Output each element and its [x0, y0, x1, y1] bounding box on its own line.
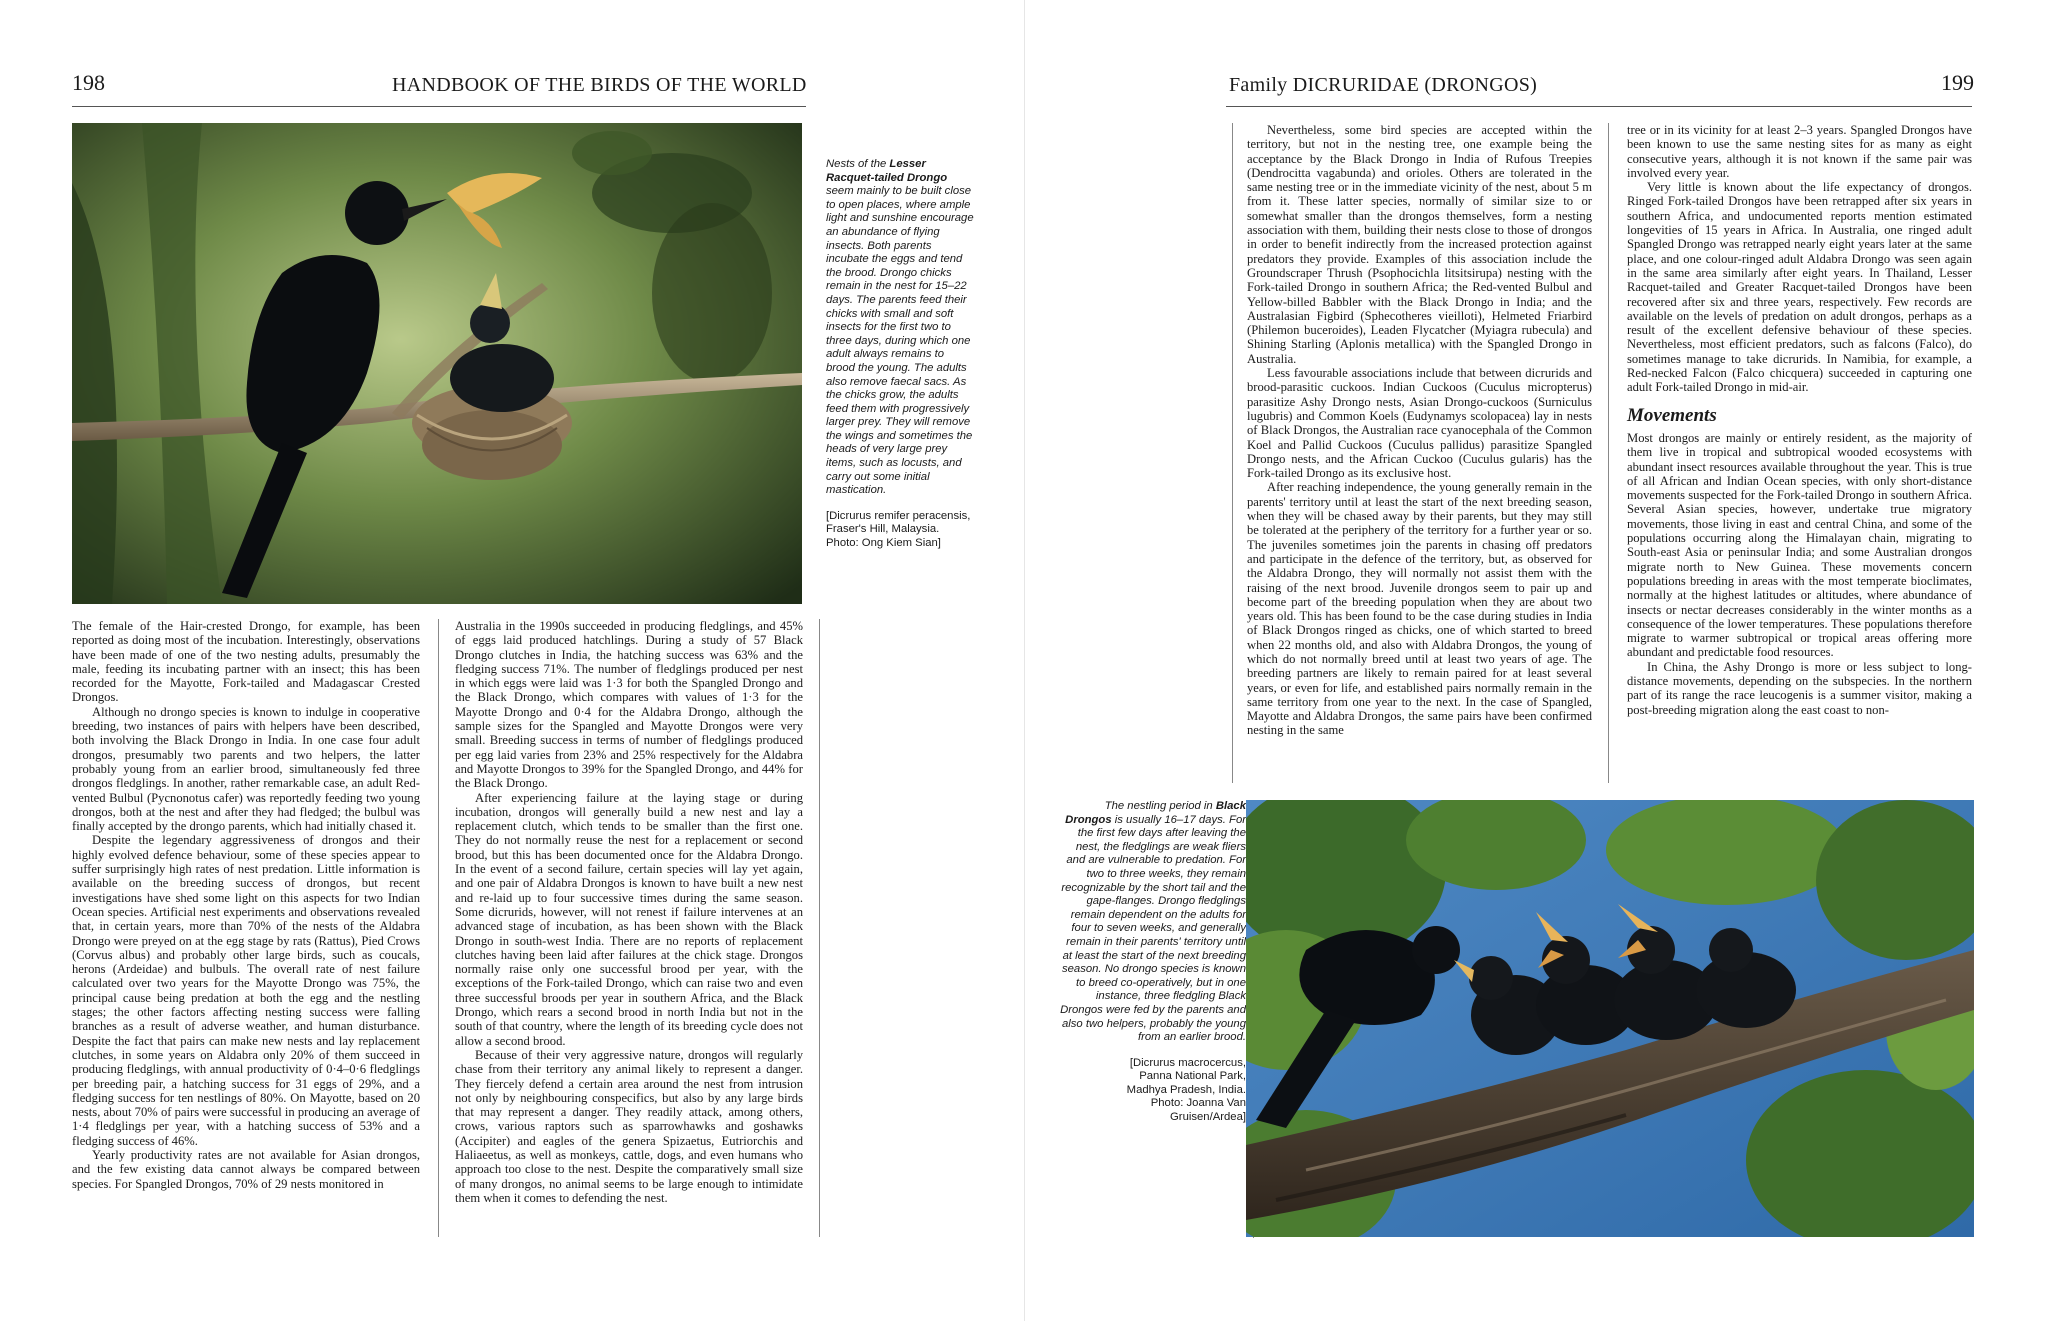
paragraph: Although no drongo species is known to indulge in cooperative breeding, two instances of pairs with helpers have been described, both involving the Black Drongo in India. In one case four adult drongos, presumably two parents and two helpers, the latter probably young from an earlier brood, simultaneously fed three drongos fledglings. In another, rather remarkable case, an adult Red-vented Bulbul (Pycnonotus cafer) was reportedly feeding two young drongos, both at the nest and after they had fledged; the bulbul was finally accepted by the drongo parents, which had initially chased it. — [72, 704, 420, 834]
caption-species: Lesser Racquet-tailed Drongo — [826, 158, 948, 184]
paragraph: Because of their very aggressive nature, drongos will regularly chase from their territory any animal likely to represent a danger. They fiercely defend a certain area around the nest from intrusion not only by neighbouring conspecifics, but also by any large birds that may represent a danger. They readily attack, among others, crows, various raptors such as sparrowhawks and goshawks (Accipiter) and eagles of the genera Spizaetus, Eutriorchis and Haliaeetus, as well as monkeys, cattle, dogs, and even humans who approach too close to the nest. Despite the comparatively small size of many drongos, no animal seems to be large enough to intimidate them when it comes to defending the nest. — [455, 1047, 803, 1205]
caption-text: The nestling period in Black Drongos is usually 16–17 days. For the first few days after leaving the nest, the fledglings are weak fliers and are vulnerable to predation. For two to three weeks, they remain recognizable by the short tail and the gape-flanges. Drongo fledglings remain dependent on the adults for four to seven weeks, and generally remain in their parents' territory until at least the start of the next breeding season. No drongo species is known to breed co-operatively, but in one instance, three fledgling Black Drongos were fed by the parents and also two helpers, probably the young from an earlier brood. — [1060, 800, 1246, 1044]
photo-credit: [Dicrurus macrocercus, Panna National Park, Madhya Pradesh, India. Photo: Joanna Van Gruisen/Ardea] — [1126, 1056, 1246, 1124]
column-rule — [438, 619, 439, 1237]
paragraph: Yearly productivity rates are not available for Asian drongos, and the few existing data cannot always be compared between species. For Spangled Drongos, 70% of 29 nests monitored in — [72, 1147, 420, 1191]
section-heading: Movements — [1627, 404, 1717, 426]
body-column-2 — [1627, 123, 1972, 717]
column-rule — [819, 619, 820, 1237]
paragraph: After experiencing failure at the laying stage or during incubation, drongos will generally build a new nest and lay a replacement clutch, which tends to be smaller than the first one. They do not normally reuse the nest for a replacement or second brood, but this has been documented once for the Aldabra Drongo. In the event of a second failure, certain species will lay yet again, and one pair of Aldabra Drongos is known to have built a new nest and re-laid up to four successive times during the same season. Some dicrurids, however, will not renest if failure intervenes at an advanced stage of incubation, as has been shown with the Black Drongo in south-west India. There are no reports of replacement clutches having been laid after failures at the chick stage. Drongos normally raise only one successful brood per year, with the exceptions of the Fork-tailed Drongo, which can raise two and even three successful broods per year in southern Africa, and the Black Drongo, which rears a second brood in north India but not in the south of that country, where the length of its breeding cycle does not allow a second brood. — [455, 790, 803, 1048]
page-number: 199 — [1941, 70, 1974, 95]
paragraph: In China, the Ashy Drongo is more or less subject to long-distance movements, depending on the subspecies. In the northern part of its range the race leucogenis is a summer visitor, making a post-breeding migration along the east coast to non- — [1627, 659, 1972, 717]
photo-caption — [826, 158, 976, 551]
paragraph: The female of the Hair-crested Drongo, for example, has been reported as doing most of the incubation. Interestingly, observations have been made of one of the two nesting adults, presumably the male, feeding its incubating partner with an insect; this has been recorded for the Mayotte, Fork-tailed and Madagascar Crested Drongos. — [72, 619, 420, 705]
header-rule — [72, 106, 806, 107]
caption-text: Nests of the Lesser Racquet-tailed Drongo seem mainly to be built close to open places, where ample light and sunshine encourage an abundance of flying insects. Both parents incubate the eggs and tend the brood. Drongo chicks remain in the nest for 15–22 days. The parents feed their chicks with small and soft insects for the first two to three days, during which one adult always remains to brood the young. The adults also remove faecal sacs. As the chicks grow, the adults feed them with progressively larger prey. They will remove the wings and sometimes the heads of very large prey items, such as locusts, and carry out some initial mastication. — [826, 158, 974, 497]
running-head: HANDBOOK OF THE BIRDS OF THE WORLD — [392, 74, 807, 96]
page-number: 198 — [72, 70, 105, 95]
body-column-1 — [72, 619, 420, 1191]
paragraph: Nevertheless, some bird species are accepted within the territory, but not in the nesting tree, one example being the acceptance by the Black Drongo in India of Rufous Treepies (Dendrocitta vagabunda) and orioles. Others are tolerated in the same nesting tree or in the immediate vicinity of the nest, about 5 m from it. These latter species, normally of similar size to or somewhat smaller than the drongos themselves, form a nesting association with them, building their nests close to those of drongos in order to benefit indirectly from the increased protection against predators they provide. Examples of this association include the Groundscraper Thrush (Psophocichla litsitsirupa) nesting with the Fork-tailed Drongo in southern Africa; the Red-vented Bulbul and Yellow-billed Babbler with the Black Drongo in India; and the Australasian Figbird (Sphecotheres vieilloti), Helmeted Friarbird (Philemon buceroides), Leaden Flycatcher (Myiagra rubecula) and Shining Starling (Aplonis metallica) with the Spangled Drongo in Australia. — [1247, 123, 1592, 366]
black-drongo-fledglings-photo — [1246, 800, 1974, 1237]
caption-species: Black Drongos — [1065, 800, 1246, 826]
paragraph: tree or in its vicinity for at least 2–3 years. Spangled Drongos have been known to use the same nesting sites for as many as eight consecutive years, although it is not known if the same pair was involved every year. — [1627, 123, 1972, 180]
running-head: Family DICRURIDAE (DRONGOS) — [1229, 74, 1538, 96]
paragraph: Most drongos are mainly or entirely resident, as the majority of them live in tropical and subtropical wooded ecosystems with abundant insect resources available throughout the year. This is true of all African and Indian Ocean species, with only short-distance movements suspected for the Fork-tailed Drongo in southern Africa. Several Asian species, however, undertake true migratory movements, those living in east and central China, and some of the populations occurring along the Himalayan chain, migrating to South-east Asia or peninsular India; and some Australian drongos migrate north to New Guinea. These movements concern populations breeding in areas with the most temperate bioclimates, normally at the highest latitudes or altitudes, where abundance of insects or nectar decreases considerably in the winter months as a consequence of the lower temperatures. These populations therefore migrate to warmer subtropical or tropical areas offering more abundant and predictable food resources. — [1627, 430, 1972, 660]
body-column-2 — [455, 619, 803, 1205]
paragraph: Australia in the 1990s succeeded in producing fledglings, and 45% of eggs laid produced hatchlings. During a study of 57 Black Drongo clutches in India, the hatching success was 63% and the fledging success 71%. The number of fledglings produced per nest in which eggs were laid was 1·3 for both the Spangled Drongo and the Black Drongo, which compares with values of 1·3 for the Mayotte Drongo and 0·4 for the Aldabra Drongo, although the sample sizes for the Spangled and Mayotte Drongos were very small. Breeding success in terms of number of fledglings produced per egg laid varies from 23% and 25% respectively for the Aldabra and Mayotte Drongos to 39% for the Spangled Drongo, and 44% for the Black Drongo. — [455, 619, 803, 791]
paragraph: After reaching independence, the young generally remain in the parents' territory until at least the start of the next breeding season, when they will be chased away by their parents, but they may still be tolerated at the periphery of the territory for a further year or so. The juveniles sometimes join the parents in chasing off predators and participate in the defence of the territory, but, as observed for the Aldabra Drongo, they will normally not assist them with the raising of the next brood. Juvenile drongos seem to pair up and become part of the breeding population when they are about two years old. This has been found to be the case during studies in India of Black Drongos ringed as chicks, one of which started to breed when 22 months old, and also with Aldabra Drongos, the young of which do not normally breed until at least two years of age. The breeding partners are likely to remain paired for at least several years, or even for life, and established pairs normally remain in the same territory from one year to the next. In the case of Spangled, Mayotte and Aldabra Drongos, the same pairs have been confirmed nesting in the same — [1247, 480, 1592, 738]
drongo-feeding-chick-photo — [72, 123, 802, 604]
body-column-1 — [1247, 123, 1592, 738]
paragraph: Very little is known about the life expectancy of drongos. Ringed Fork-tailed Drongos have been retrapped after six years in southern Africa, and undocumented reports mention estimated longevities of 15 years in Africa. In Australia, one ringed adult Spangled Drongo was retrapped nearly eight years later at the same place, and one colour-ringed adult Aldabra Drongo was seen again in the same area similarly after eight years. In Thailand, Lesser Racquet-tailed and Greater Racquet-tailed Drongos have been recovered after six and three years, respectively. Few records are available on the levels of predation on adult drongos, perhaps as a result of the excellent defensive behaviour of these species. Nevertheless, most efficient predators, such as falcons (Falco), do sometimes manage to take dicrurids. In Namibia, for example, a Red-necked Falcon (Falco chicquera) succeeded in capturing one adult Fork-tailed Drongo in mid-air. — [1627, 180, 1972, 395]
right-page — [1024, 0, 2048, 1321]
photo-caption — [1060, 800, 1246, 1125]
photo-credit: [Dicrurus remifer peracensis, Fraser's Hill, Malaysia. Photo: Ong Kiem Sian] — [826, 509, 971, 550]
column-rule — [1608, 123, 1609, 783]
header-rule — [1226, 106, 1972, 107]
column-rule — [1232, 123, 1233, 783]
paragraph: Less favourable associations include that between dicrurids and brood-parasitic cuckoos. Indian Cuckoos (Cuculus micropterus) parasitize Ashy Drongo nests, Asian Drongo-cuckoos (Surniculus lugubris) and Common Koels (Eudynamys scolopacea) lay in nests of Black Drongos, the Australian race cyanocephala of the Common Koel and Pallid Cuckoos (Cuculus pallidus) parasitize Spangled Drongo nests, and the African Cuckoo (Cuculus gularis) has the Fork-tailed Drongo as its exclusive host. — [1247, 366, 1592, 481]
paragraph: Despite the legendary aggressiveness of drongos and their highly evolved defence behaviour, some of these species appear to suffer surprisingly high rates of nest predation. Little information is available on the breeding success of drongos, but recent investigations have shed some light on this aspects for two Indian Ocean species. Artificial nest experiments and observations revealed that, in certain years, more than 70% of the nests of the Aldabra Drongo were preyed on at the egg stage by rats (Rattus), Pied Crows (Corvus albus) and probably other large birds, such as coucals, herons (Ardeidae) and bulbuls. The overall rate of nest failure calculated over two years for the Mayotte Drongo was 75%, the principal cause being predation at both the egg and the nestling stages; the other factors affecting nesting success were falling branches as a result of adverse weather, and human disturbance. Despite the fact that pairs can make new nests and lay replacement clutches, in some years on Aldabra only 20% of them succeed in producing fledglings, with annual productivity of 0·4–0·6 fledglings per breeding pair, a hatching success for 31 eggs of 29%, and a fledging success for ten nestlings of 80%. On Mayotte, based on 20 nests, about 70% of pairs were successful in producing an average of 1·4 fledglings per year, with a hatching success of 53% and a fledging success of 46%. — [72, 833, 420, 1148]
